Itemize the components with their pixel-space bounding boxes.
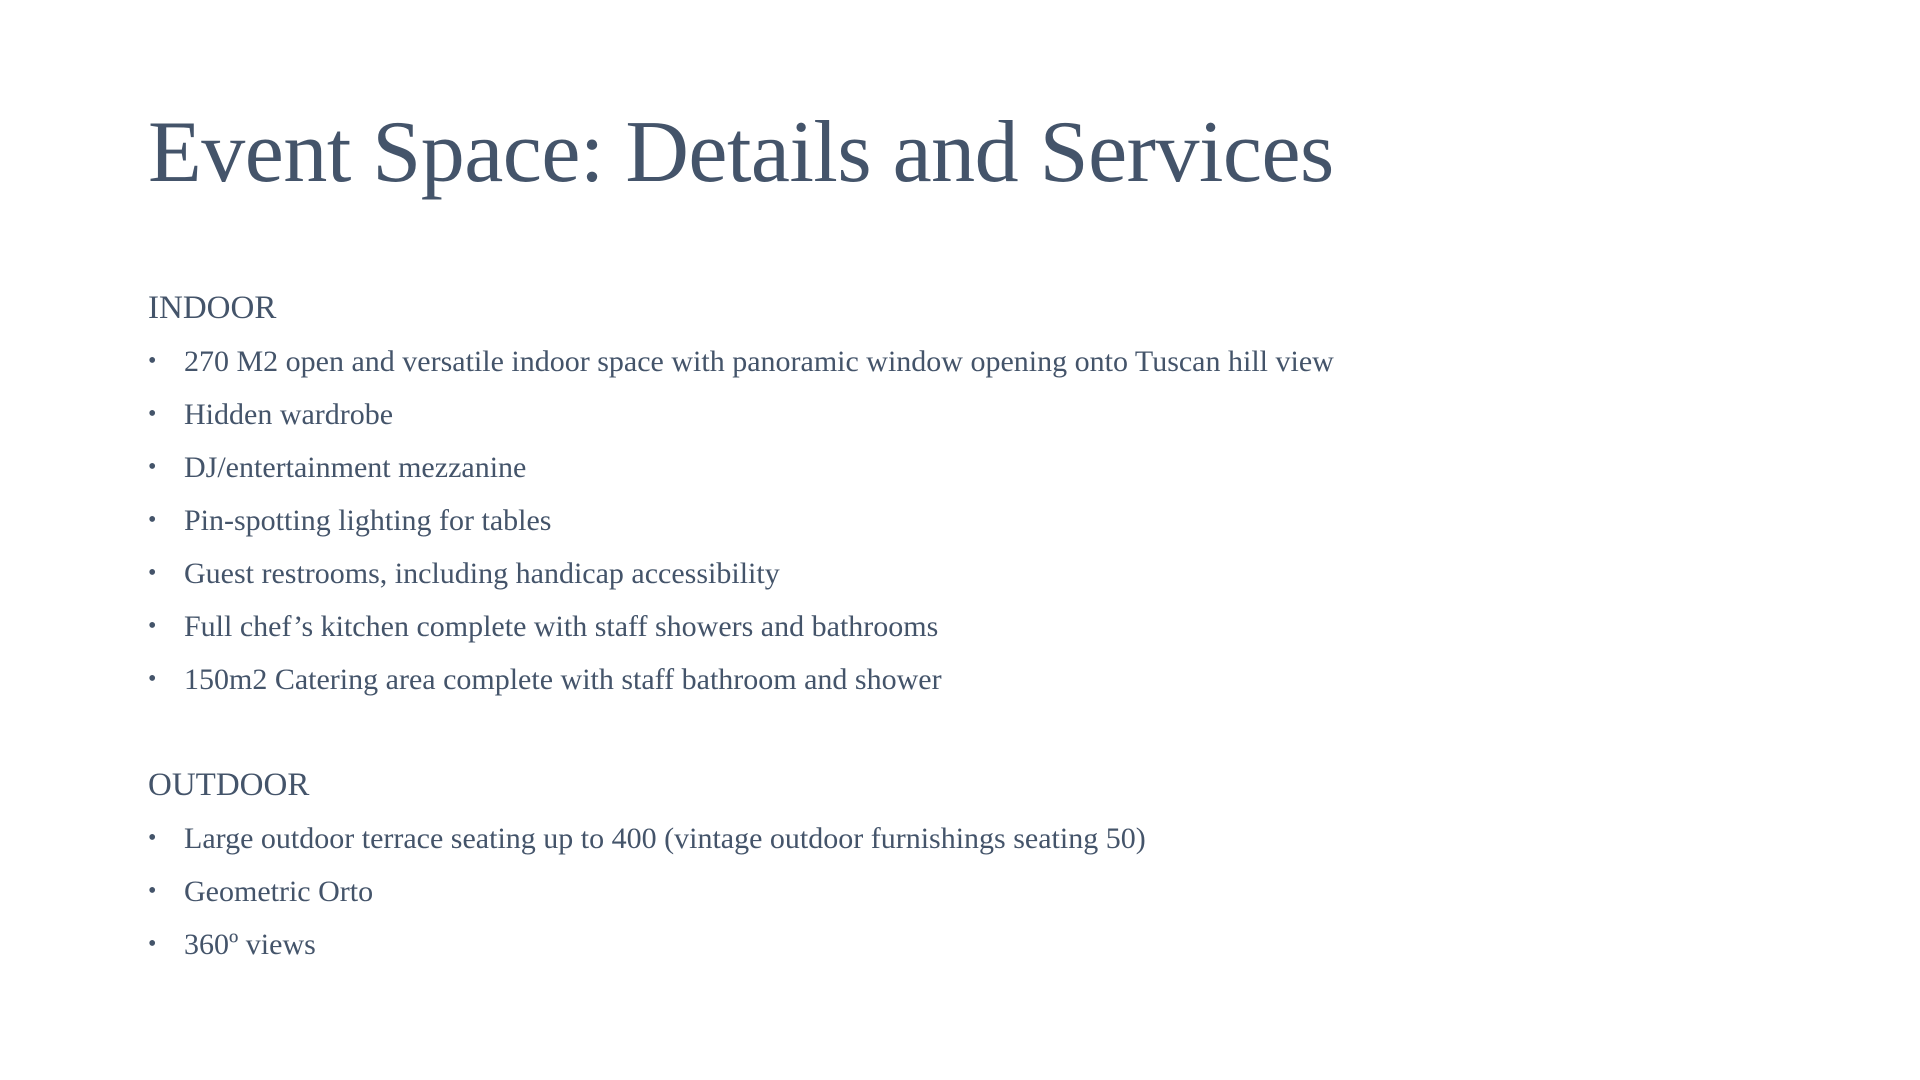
- list-item: [148, 865, 1788, 918]
- bullet-icon: •: [148, 348, 157, 374]
- list-item-text: 270 M2 open and versatile indoor space with panoramic window opening onto Tuscan hill view: [184, 345, 1334, 378]
- indoor-heading: INDOOR: [148, 290, 277, 326]
- slide-title: Event Space: Details and Services: [148, 104, 1334, 201]
- section-spacer: [148, 706, 1788, 759]
- list-item-text: Geometric Orto: [184, 875, 374, 908]
- list-item-text: 150m2 Catering area complete with staff bathroom and shower: [184, 663, 942, 696]
- bullet-icon: •: [148, 825, 157, 851]
- indoor-list: [148, 335, 1788, 706]
- list-item-text: Guest restrooms, including handicap accessibility: [184, 557, 780, 590]
- list-item-text: DJ/entertainment mezzanine: [184, 451, 527, 484]
- bullet-icon: •: [148, 454, 157, 480]
- list-item: [148, 918, 1788, 971]
- bullet-icon: •: [148, 613, 157, 639]
- list-item-text: Pin-spotting lighting for tables: [184, 504, 552, 537]
- bullet-icon: •: [148, 666, 157, 692]
- bullet-icon: •: [148, 507, 157, 533]
- outdoor-list: [148, 812, 1788, 971]
- list-item-text: Hidden wardrobe: [184, 398, 394, 431]
- outdoor-heading: OUTDOOR: [148, 767, 310, 803]
- slide-content: [148, 282, 1788, 971]
- list-item: [148, 441, 1788, 494]
- bullet-icon: •: [148, 560, 157, 586]
- list-item-text: Full chef’s kitchen complete with staff showers and bathrooms: [184, 610, 939, 643]
- bullet-icon: •: [148, 401, 157, 427]
- bullet-icon: •: [148, 878, 157, 904]
- bullet-icon: •: [148, 931, 157, 957]
- list-item: [148, 600, 1788, 653]
- list-item: [148, 335, 1788, 388]
- list-item: [148, 547, 1788, 600]
- list-item-text: 360º views: [184, 928, 316, 961]
- list-item: [148, 494, 1788, 547]
- list-item: [148, 388, 1788, 441]
- list-item: [148, 653, 1788, 706]
- list-item-text: Large outdoor terrace seating up to 400 (vintage outdoor furnishings seating 50): [184, 822, 1146, 855]
- list-item: [148, 812, 1788, 865]
